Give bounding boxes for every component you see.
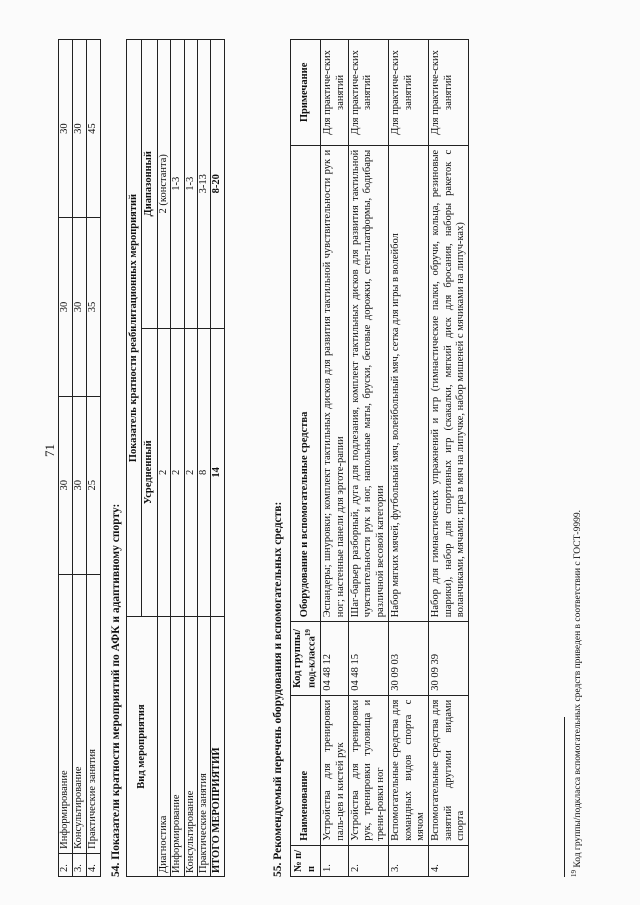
total-range: 8-20 xyxy=(211,40,224,329)
event-name: Информирование xyxy=(171,617,184,877)
row-name: Вспомогательные средства для командных видов спорта с мячом xyxy=(389,695,429,845)
header-multiplicity-group: Показатель кратности реабилитационных мероприятий xyxy=(127,40,142,617)
table-row xyxy=(321,40,349,877)
row-name: Устройства для тренировки рук, тренировки туловища и трени-ровки ног xyxy=(349,695,389,845)
row-name: Информирование xyxy=(59,574,73,853)
event-name: Консультирование xyxy=(184,617,197,877)
row-value: 30 xyxy=(73,40,87,218)
header-event-type: Вид мероприятия xyxy=(127,617,158,877)
event-range: 1-3 xyxy=(184,40,197,329)
header-range: Диапазонный xyxy=(142,40,157,329)
page-content xyxy=(40,27,600,877)
row-equipment: Шаг-барьер разборный, дуга для подлезания, комплект тактильных дисков для развития тактильной чувствительности рук и ног, напольные маты, бруски, беговые дорожки, степ-платформы, бодибары различной весовой категории xyxy=(349,145,389,621)
row-equipment: Эспандеры; шнуровки; комплект тактильных дисков для развития тактильной чувствительности рук и ног; настенные панели для эрготе-рапии xyxy=(321,145,349,621)
row-value: 45 xyxy=(87,40,101,218)
row-number: 4. xyxy=(87,853,101,876)
row-value: 35 xyxy=(87,218,101,396)
row-code: 04 48 12 xyxy=(321,622,349,696)
total-row xyxy=(211,40,224,877)
row-note: Для практиче-ских занятий xyxy=(429,40,469,146)
section-54-title: 54. Показатели кратности мероприятий по АФК и адаптивному спорту: xyxy=(110,503,122,877)
row-equipment: Набор для гимнастических упражнений и игр (гимнастические палки, обручи, кольца, резиновые шарики), набор для спортивных игр (скакалки, мягкий диск для бросания, наборы ракеток с воланчиками, мячами; игра в мяч на липучке, набор мишеней с мячиками на липуч-ках) xyxy=(429,145,469,621)
total-label: ИТОГО МЕРОПРИЯТИЙ xyxy=(211,617,224,877)
footnote-divider xyxy=(564,717,565,877)
row-value: 30 xyxy=(73,396,87,574)
table-53-continuation xyxy=(58,39,101,877)
table-row xyxy=(184,40,197,877)
table-row xyxy=(171,40,184,877)
row-code: 04 48 15 xyxy=(349,622,389,696)
table-row xyxy=(429,40,469,877)
table-55-equipment xyxy=(290,39,469,877)
event-range: 2 (константа) xyxy=(157,40,170,329)
row-value: 30 xyxy=(59,40,73,218)
row-value: 30 xyxy=(73,218,87,396)
event-average: 8 xyxy=(197,328,210,617)
event-average: 2 xyxy=(184,328,197,617)
row-value: 30 xyxy=(59,218,73,396)
header-code xyxy=(291,622,321,696)
table-row xyxy=(73,40,87,877)
row-name: Устройства для тренировки паль-цев и кистей рук xyxy=(321,695,349,845)
event-name: Практические занятия xyxy=(197,617,210,877)
row-number: 3. xyxy=(73,853,87,876)
header-equipment: Оборудование и вспомогательные средства xyxy=(291,145,321,621)
row-name: Практические занятия xyxy=(87,574,101,853)
page-number: 71 xyxy=(42,444,57,457)
section-55-title: 55. Рекомендуемый перечень оборудования и вспомогательных средств: xyxy=(272,501,284,877)
row-value: 30 xyxy=(59,396,73,574)
row-number: 2. xyxy=(59,853,73,876)
table-row xyxy=(157,40,170,877)
row-number: 1. xyxy=(321,845,349,876)
header-name: Наименование xyxy=(291,695,321,845)
header-note: Примечание xyxy=(291,40,321,146)
table-row xyxy=(389,40,429,877)
row-equipment: Набор мягких мячей, футбольный мяч, волейбольный мяч, сетка для игры в волейбол xyxy=(389,145,429,621)
footnote-ref: 19 xyxy=(304,629,313,637)
footnote-text: Код группы/подкласса вспомогательных средств приведен в соответствии с ГОСТ-9999. xyxy=(573,510,584,870)
event-name: Диагностика xyxy=(157,617,170,877)
footnote xyxy=(570,510,584,877)
event-range: 1-3 xyxy=(171,40,184,329)
header-number: № п/п xyxy=(291,845,321,876)
row-code: 30 09 03 xyxy=(389,622,429,696)
header-code-label: Код группы/под-класса xyxy=(292,629,318,688)
table-row xyxy=(87,40,101,877)
row-note: Для практиче-ских занятий xyxy=(389,40,429,146)
row-number: 3. xyxy=(389,845,429,876)
row-number: 4. xyxy=(429,845,469,876)
footnote-mark: 19 xyxy=(570,870,578,877)
row-name: Вспомогательные средства для занятий другими видами спорта xyxy=(429,695,469,845)
row-name: Консультирование xyxy=(73,574,87,853)
table-54-multiplicity xyxy=(126,39,225,877)
header-average: Усредненный xyxy=(142,328,157,617)
total-average: 14 xyxy=(211,328,224,617)
row-code: 30 09 39 xyxy=(429,622,469,696)
table-row xyxy=(349,40,389,877)
event-average: 2 xyxy=(171,328,184,617)
row-value: 25 xyxy=(87,396,101,574)
row-note: Для практиче-ских занятий xyxy=(321,40,349,146)
event-range: 3-13 xyxy=(197,40,210,329)
event-average: 2 xyxy=(157,328,170,617)
table-row xyxy=(59,40,73,877)
row-note: Для практиче-ских занятий xyxy=(349,40,389,146)
row-number: 2. xyxy=(349,845,389,876)
table-row xyxy=(197,40,210,877)
